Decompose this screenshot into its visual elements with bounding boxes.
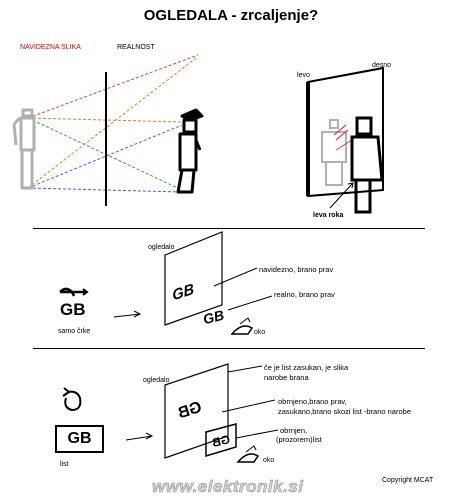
section3-paper-caption: list: [60, 461, 69, 468]
section3-paper-gb: GB: [55, 425, 104, 453]
section3-card-gb: GB: [210, 432, 232, 450]
section3-mirror-label: ogledalo: [143, 377, 170, 384]
section2-real-note: realno, brano prav: [274, 290, 335, 299]
section3-note-flipped: obrnjeno,brano prav,: [278, 397, 347, 406]
section3-note-window-2: (prozorem)list: [276, 435, 322, 444]
label-left-hand: leva roka: [313, 212, 344, 219]
section3-eye-label: oko: [263, 457, 275, 464]
label-right: desno: [372, 62, 392, 69]
section2-eye-label: oko: [254, 329, 266, 336]
virtual-person-figure: [14, 110, 34, 188]
section3-mirror-gb: GB: [175, 398, 204, 423]
page-title: OGLEDALA - zrcaljenje?: [143, 7, 319, 24]
ray-lines: [28, 55, 198, 192]
label-left: levo: [297, 72, 310, 79]
divider-1: [33, 228, 425, 229]
real-person-figure: [178, 110, 202, 192]
section3-note-window: obrnjen,: [280, 426, 308, 435]
copyright-text: Copyright MCAT: [382, 477, 434, 484]
section2-gb-caption: samo črke: [58, 328, 91, 335]
section3-note-flipped-2: zasukano,brano skozi list -brano narobe: [278, 407, 411, 416]
section2-gb-letters: GB: [60, 300, 86, 319]
section2-real-gb: GB: [201, 306, 226, 328]
label-virtual-image: NAVIDEZNA SLIKA: [20, 44, 81, 51]
section3-note-turned-2: narobe brana: [264, 373, 309, 382]
section2-virtual-gb: GB: [171, 280, 196, 305]
divider-2: [33, 348, 425, 349]
section2-virtual-note: navidezno, brano prav: [259, 265, 334, 274]
mirror-scene: [308, 68, 383, 212]
label-reality: REALNOST: [117, 44, 155, 51]
section3-note-turned: če je list zasukan, je slika: [264, 363, 349, 372]
section2-mirror-label: ogledalo: [148, 244, 175, 251]
watermark-text: www.elektronik.si: [152, 477, 304, 496]
